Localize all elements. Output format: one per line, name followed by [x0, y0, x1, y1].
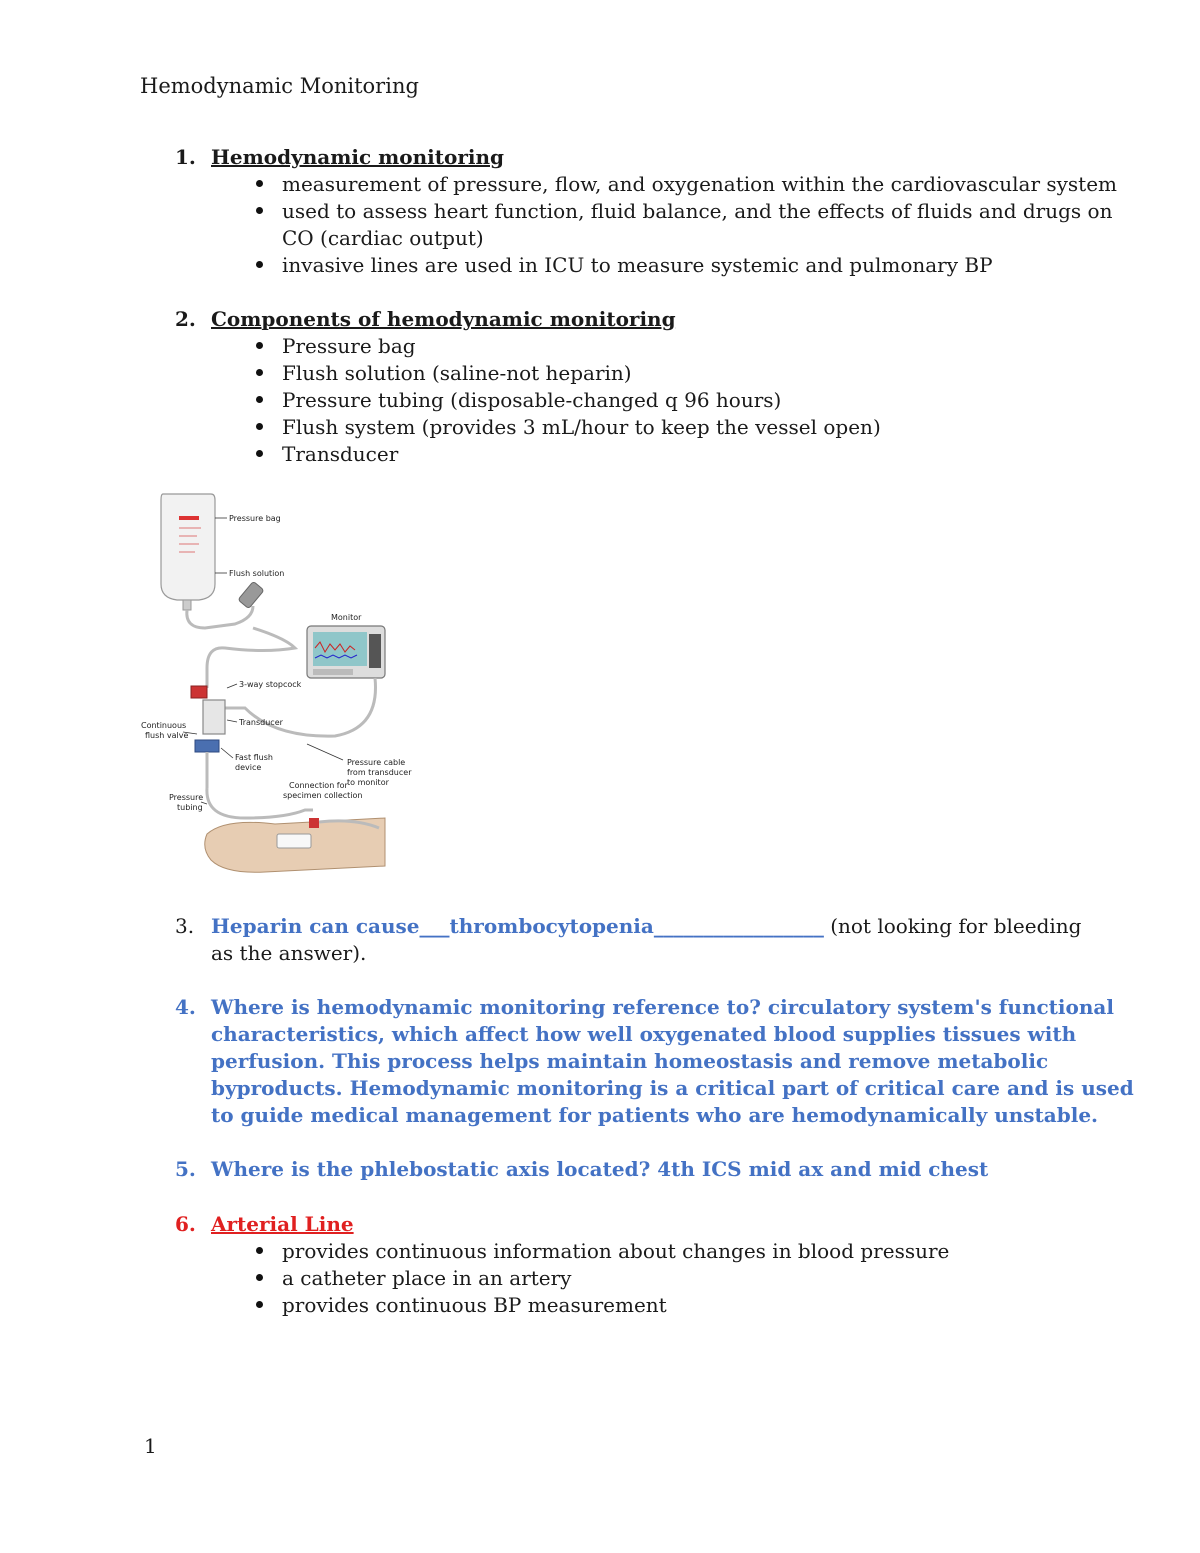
- label-connection-1: Connection for: [289, 781, 348, 790]
- section-2-bullet-1: Pressure bag: [282, 334, 416, 358]
- section-2-bullet-3: Pressure tubing (disposable-changed q 96 hours): [282, 388, 782, 412]
- label-pressure-tubing-1: Pressure: [169, 793, 204, 802]
- q4-line-1: Where is hemodynamic monitoring reference to? circulatory system's functional: [211, 995, 1114, 1019]
- section-1-number: 1.: [175, 145, 196, 169]
- q6-bullet-1: provides continuous information about changes in blood pressure: [282, 1239, 950, 1263]
- q6-bullet-3: provides continuous BP measurement: [282, 1293, 667, 1317]
- bullet-icon: [256, 423, 263, 430]
- bullet-icon: [256, 342, 263, 349]
- pressure-bag-icon: [161, 494, 215, 600]
- label-device: device: [235, 763, 262, 772]
- label-pressure-bag: Pressure bag: [229, 514, 281, 523]
- hemodynamic-setup-figure: [135, 488, 412, 888]
- section-2-number: 2.: [175, 307, 196, 331]
- bullet-icon: [256, 450, 263, 457]
- q3-prefix: Heparin can cause: [211, 914, 420, 938]
- section-2-heading: Components of hemodynamic monitoring: [211, 307, 676, 331]
- patient-arm-icon: [205, 818, 385, 872]
- section-2-bullet-2: Flush solution (saline-not heparin): [282, 361, 632, 385]
- section-1-bullet-1: measurement of pressure, flow, and oxygenation within the cardiovascular system: [282, 172, 1118, 196]
- section-2-bullet-5: Transducer: [282, 442, 399, 466]
- label-flush-solution: Flush solution: [229, 569, 285, 578]
- bullet-icon: [256, 1301, 263, 1308]
- label-monitor: Monitor: [331, 613, 362, 622]
- label-stopcock: 3-way stopcock: [239, 680, 302, 689]
- bullet-icon: [256, 180, 263, 187]
- q3-number: 3.: [175, 914, 195, 938]
- q3-line-1: [211, 914, 1081, 938]
- q6-bullet-2: a catheter place in an artery: [282, 1266, 572, 1290]
- q3-blank-lead: ___: [419, 914, 450, 938]
- label-connection-2: specimen collection: [283, 791, 363, 800]
- q5-text: Where is the phlebostatic axis located? 4th ICS mid ax and mid chest: [211, 1157, 989, 1181]
- bullet-icon: [256, 207, 263, 214]
- q5-number: 5.: [175, 1157, 196, 1181]
- q3-answer: thrombocytopenia: [449, 914, 654, 938]
- bullet-icon: [256, 396, 263, 403]
- page-number: 1: [144, 1434, 157, 1458]
- bullet-icon: [256, 261, 263, 268]
- q3-blank-trail: _________________: [653, 914, 824, 938]
- flush-valve-icon: [195, 740, 219, 752]
- transducer-icon: [203, 700, 225, 734]
- q3-suffix: (not looking for bleeding: [823, 914, 1082, 938]
- section-1-bullet-2: used to assess heart function, fluid balance, and the effects of fluids and drugs on: [282, 199, 1113, 223]
- bullet-icon: [256, 369, 263, 376]
- stopcock-icon: [191, 686, 207, 698]
- q3-line-2: as the answer).: [211, 941, 367, 965]
- q4-number: 4.: [175, 995, 196, 1019]
- q4-line-3: perfusion. This process helps maintain homeostasis and remove metabolic: [211, 1049, 1049, 1073]
- section-1-bullet-3: invasive lines are used in ICU to measure systemic and pulmonary BP: [282, 253, 993, 277]
- label-cable-2: from transducer: [347, 768, 412, 777]
- q4-line-4: byproducts. Hemodynamic monitoring is a critical part of critical care and is used: [211, 1076, 1134, 1100]
- section-2-bullet-4: Flush system (provides 3 mL/hour to keep the vessel open): [282, 415, 881, 439]
- label-flush-valve: flush valve: [145, 731, 189, 740]
- section-1-heading: Hemodynamic monitoring: [211, 145, 505, 169]
- label-continuous: Continuous: [141, 721, 187, 730]
- bullet-icon: [256, 1247, 263, 1254]
- q4-line-2: characteristics, which affect how well oxygenated blood supplies tissues with: [211, 1022, 1077, 1046]
- bullet-icon: [256, 1274, 263, 1281]
- monitor-icon: [307, 626, 385, 678]
- label-pressure-tubing-2: tubing: [177, 803, 203, 812]
- label-cable-3: to monitor: [347, 778, 389, 787]
- label-transducer: Transducer: [239, 718, 283, 727]
- q6-heading: Arterial Line: [211, 1212, 354, 1236]
- q6-number: 6.: [175, 1212, 196, 1236]
- label-cable-1: Pressure cable: [347, 758, 406, 767]
- label-fast-flush: Fast flush: [235, 753, 273, 762]
- section-1-bullet-2-cont: CO (cardiac output): [282, 226, 484, 250]
- q4-line-5: to guide medical management for patients who are hemodynamically unstable.: [211, 1103, 1099, 1127]
- page-header: Hemodynamic Monitoring: [140, 74, 419, 98]
